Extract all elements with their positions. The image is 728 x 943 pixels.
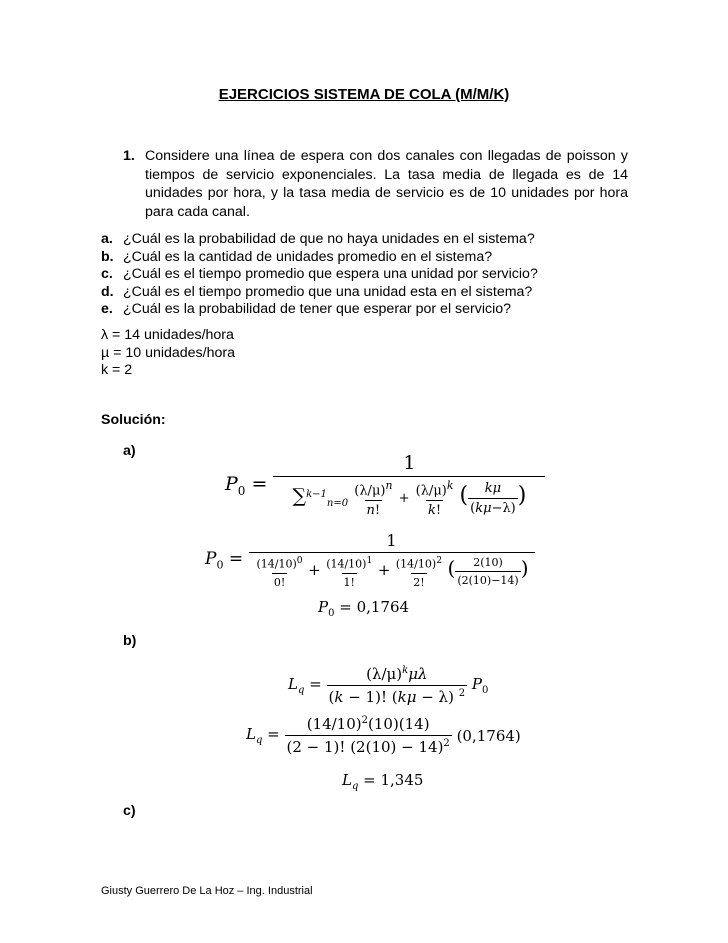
p0-general-formula: $P_0$ = 1 ∑$^{k-1}_{n=0}$ $\frac{(\lambda/\mu)^n}{n!}$ + $\frac{(\lambda/\mu)^k}{k!}$ ( $\frac{k\mu}{(k\mu-\lambda)}$ ) — [225, 452, 545, 518]
problem-statement — [123, 147, 628, 221]
p0-result: $P_0 = 0,1764$ — [318, 598, 410, 619]
question-e: e. ¿Cuál es la probabilidad de tener que esperar por el servicio? — [101, 301, 512, 318]
page-title: EJERCICIOS SISTEMA DE COLA (M/M/K) — [218, 86, 510, 103]
page-footer: Giusty Guerrero De La Hoz – Ing. Industrial — [101, 885, 313, 897]
parameters — [101, 327, 235, 380]
question-c: c. ¿Cuál es el tiempo promedio que espera una unidad por servicio? — [101, 266, 538, 283]
question-a: a. ¿Cuál es la probabilidad de que no haya unidades en el sistema? — [101, 231, 535, 247]
problem-text: Considere una línea de espera con dos canales con llegadas de poisson y tiempos de servicio exponenciales. La tasa media de llegada es de 14 unidades por hora, y la tasa media de servicio es de 10 unidades por hora para cada canal. — [145, 148, 628, 220]
param-k: k = 2 — [101, 362, 133, 378]
param-mu: µ = 10 unidades/hora — [101, 344, 235, 361]
part-c-label: c) — [123, 803, 136, 819]
part-b-label: b) — [123, 633, 137, 649]
p0-substituted-formula: $P_0$ = 1 $\frac{(14/10)^0}{0!}$ + $\frac{(14/10)^1}{1!}$ + $\frac{(14/10)^2}{2!}$ ( $\frac{2(10)}{(2(10)-14)}$ ) — [205, 531, 535, 589]
solution-heading: Solución: — [101, 412, 166, 428]
param-lambda: λ = 14 unidades/hora — [101, 327, 234, 343]
lq-general-formula: $L_q$ = $\frac{(\lambda/\mu)^k\mu\lambda}{(k - 1)! (k\mu - \lambda) ^2}$ $P_0$ — [288, 665, 489, 706]
lq-result: $L_q = 1,345$ — [342, 771, 424, 792]
question-d: d. ¿Cuál es el tiempo promedio que una unidad esta en el sistema? — [101, 283, 533, 300]
problem-number: 1. — [123, 148, 135, 164]
questions-list — [101, 231, 538, 319]
part-a-label: a) — [123, 443, 136, 459]
lq-substituted-formula: $L_q$ = $\frac{(14/10)^2(10)(14)}{(2 - 1)! (2(10) - 14)^2}$ (0,1764) — [246, 715, 521, 756]
question-b: b. ¿Cuál es la cantidad de unidades promedio en el sistema? — [101, 248, 493, 265]
